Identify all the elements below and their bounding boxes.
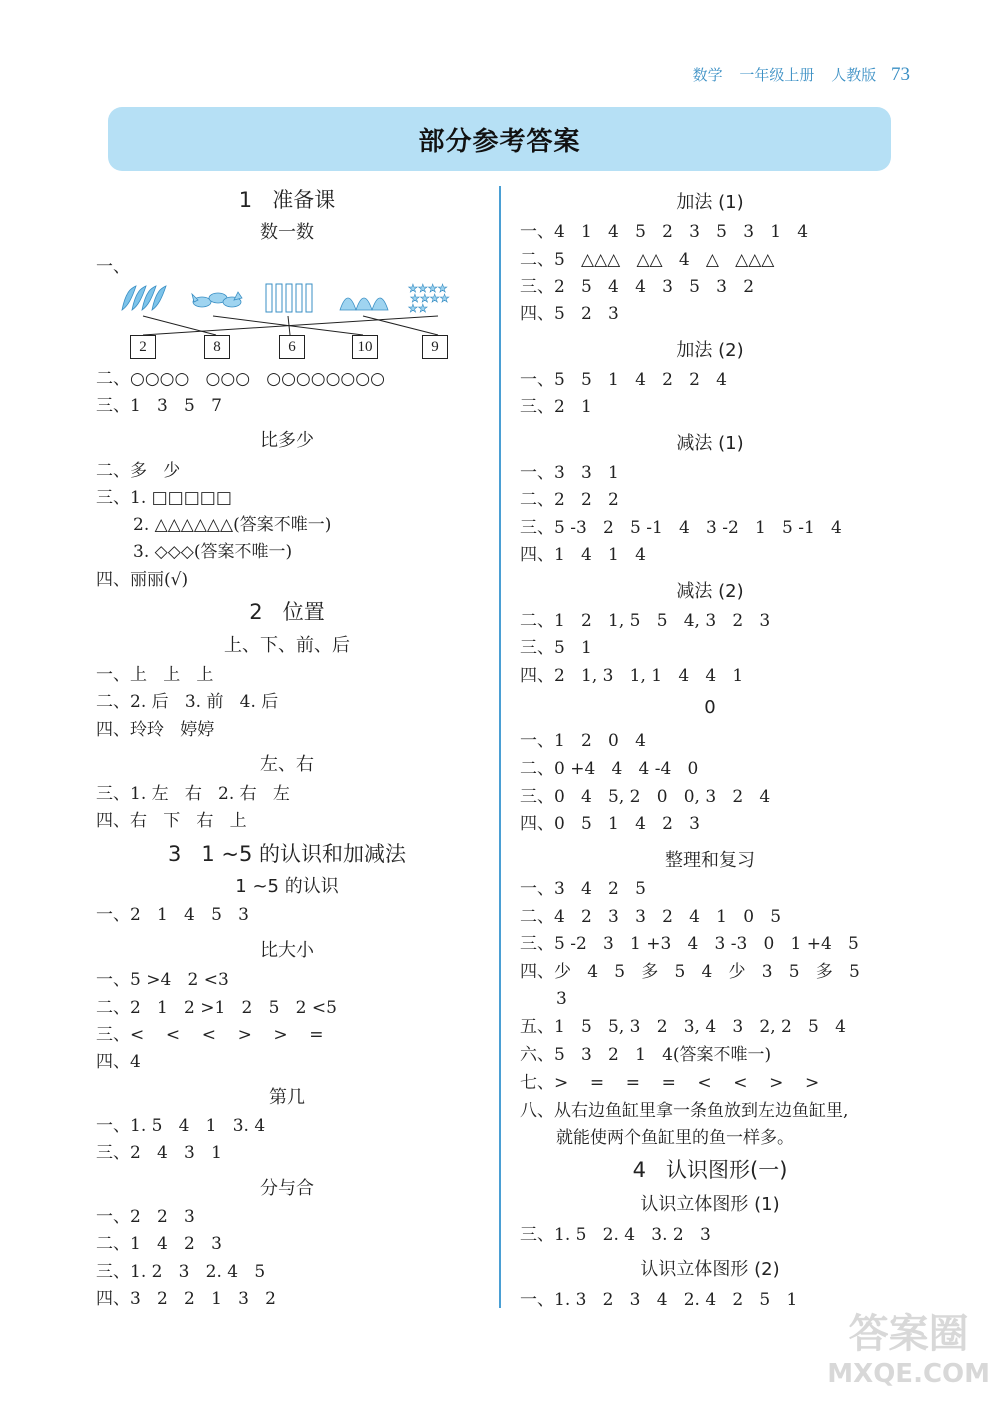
unit-heading: 1 准备课 — [238, 188, 336, 212]
answer-line: 三、0 4 5, 2 0 0, 3 2 4 — [520, 787, 771, 807]
answer-line: 二、0 +4 4 4 -4 0 — [520, 759, 699, 779]
answer-line: 八、从右边鱼缸里拿一条鱼放到左边鱼缸里, — [520, 1101, 849, 1121]
page-title-banner — [108, 107, 891, 171]
answer-line: 一、5 >4 2 <3 — [96, 970, 229, 990]
answer-line: 一、2 1 4 5 3 — [96, 905, 249, 925]
answer-line: 一、3 3 1 — [520, 463, 619, 483]
svg-text:★★★★: ★★★★ — [410, 292, 450, 305]
section-heading: 0 — [704, 697, 716, 718]
answer-line: 六、5 3 2 1 4(答案不唯一) — [520, 1045, 772, 1065]
bird-icon — [192, 292, 242, 307]
answer-line: 一、3 4 2 5 — [520, 879, 646, 899]
section-heading: 比多少 — [260, 430, 314, 451]
answer-line: 三、5 -2 3 1 +3 4 3 -3 0 1 +4 5 — [520, 934, 859, 954]
number-box: 10 — [352, 335, 378, 359]
answer-line: 四、少 4 5 多 5 4 少 3 5 多 5 — [520, 962, 860, 982]
answer-line: 四、4 — [96, 1052, 141, 1072]
section-heading: 数一数 — [260, 222, 314, 243]
answer-line: 四、玲玲 婷婷 — [96, 720, 215, 740]
unit-heading: 2 位置 — [249, 600, 325, 624]
svg-text:★★: ★★ — [408, 302, 428, 315]
answer-line: 四、3 2 2 1 3 2 — [96, 1289, 276, 1309]
column-divider — [499, 186, 501, 1308]
answer-line: 3 — [556, 989, 567, 1009]
answer-line: 一、上 上 上 — [96, 665, 214, 685]
number-box: 6 — [279, 335, 305, 359]
section-heading: 左、右 — [260, 754, 314, 775]
section-heading: 减法 (2) — [676, 581, 744, 602]
number-box: 9 — [422, 335, 448, 359]
section-heading: 减法 (1) — [676, 433, 744, 454]
answer-line: 四、右 下 右 上 — [96, 811, 247, 831]
svg-text:★★★★: ★★★★ — [408, 282, 448, 295]
answer-line: 二、多 少 — [96, 461, 181, 481]
header-subject: 数学 — [692, 66, 723, 84]
answer-line: 四、丽丽(√) — [96, 570, 189, 590]
answer-line: 三、1. □□□□□ — [96, 488, 232, 508]
answer-line: 三、1. 2 3 2. 4 5 — [96, 1262, 266, 1282]
answer-line: 四、0 5 1 4 2 3 — [520, 814, 700, 834]
answer-line: 四、1 4 1 4 — [520, 545, 646, 565]
answer-line: 二、2 2 2 — [520, 490, 619, 510]
answer-line: 一、1 2 0 4 — [520, 731, 646, 751]
answer-line: 就能使两个鱼缸里的鱼一样多。 — [556, 1128, 794, 1148]
answer-line: 三、5 1 — [520, 638, 592, 658]
number-box: 8 — [204, 335, 230, 359]
answer-line: 一、 — [96, 257, 130, 277]
section-heading: 第几 — [269, 1087, 305, 1108]
star-icon — [408, 282, 450, 315]
unit-heading: 4 认识图形(一) — [632, 1158, 788, 1182]
answer-line: 二、1 2 1, 5 5 4, 3 2 3 — [520, 611, 771, 631]
watermark-logo — [827, 1302, 990, 1389]
pencil-icon — [266, 284, 312, 312]
answer-line: 一、2 2 3 — [96, 1207, 195, 1227]
answer-line: 三、2 4 3 1 — [96, 1143, 222, 1163]
section-heading: 上、下、前、后 — [224, 635, 350, 656]
answer-line: 二、1 4 2 3 — [96, 1234, 222, 1254]
section-heading: 1 ~5 的认识 — [235, 876, 339, 897]
section-heading: 认识立体图形 (1) — [640, 1194, 780, 1215]
section-heading: 加法 (2) — [676, 340, 744, 361]
answer-line: 三、2 1 — [520, 397, 592, 417]
running-header — [681, 64, 910, 86]
answer-line: 四、5 2 3 — [520, 304, 619, 324]
leaf-icon — [122, 286, 166, 310]
page-title: 部分参考答案 — [418, 126, 581, 157]
answer-line: 二、4 2 3 3 2 4 1 0 5 — [520, 907, 782, 927]
section-heading: 整理和复习 — [665, 850, 755, 871]
matching-lines — [143, 316, 438, 335]
section-heading: 认识立体图形 (2) — [640, 1259, 780, 1280]
answer-line: 七、> = = = < < > > — [520, 1073, 820, 1093]
answer-line: 二、○○○○ ○○○ ○○○○○○○○ — [96, 369, 385, 389]
answer-line: 三、< < < > > = — [96, 1025, 324, 1045]
header-grade: 一年级上册 — [739, 66, 815, 84]
answer-line: 四、2 1, 3 1, 1 4 4 1 — [520, 666, 744, 686]
section-heading: 加法 (1) — [676, 192, 744, 213]
answer-line: 2. △△△△△△(答案不唯一) — [133, 515, 332, 535]
answer-line: 三、1. 左 右 2. 右 左 — [96, 784, 290, 804]
page-number: 73 — [891, 64, 910, 85]
header-edition: 人教版 — [831, 66, 877, 84]
answer-line: 二、2. 后 3. 前 4. 后 — [96, 692, 279, 712]
section-heading: 比大小 — [260, 940, 314, 961]
answer-line: 三、2 5 4 4 3 5 3 2 — [520, 277, 755, 297]
answer-line: 三、1 3 5 7 — [96, 396, 222, 416]
unit-heading: 3 1 ~5 的认识和加减法 — [167, 842, 407, 866]
answer-line: 五、1 5 5, 3 2 3, 4 3 2, 2 5 4 — [520, 1017, 846, 1037]
answer-line: 一、5 5 1 4 2 2 4 — [520, 370, 727, 390]
section-heading: 分与合 — [260, 1178, 314, 1199]
answer-line: 二、5 △△△ △△ 4 △ △△△ — [520, 250, 775, 270]
watermark-bottom: MXQE.COM — [827, 1359, 990, 1389]
answer-line: 三、5 -3 2 5 -1 4 3 -2 1 5 -1 4 — [520, 518, 842, 538]
number-box: 2 — [130, 335, 156, 359]
watermark-top: 答案圈 — [848, 1311, 969, 1357]
answer-line: 三、1. 5 2. 4 3. 2 3 — [520, 1225, 711, 1245]
answer-line: 一、1. 5 4 1 3. 4 — [96, 1116, 266, 1136]
answer-line: 一、1. 3 2 3 4 2. 4 2 5 1 — [520, 1290, 798, 1310]
shell-icon — [340, 298, 388, 310]
answer-line: 一、4 1 4 5 2 3 5 3 1 4 — [520, 222, 809, 242]
answer-line: 二、2 1 2 >1 2 5 2 <5 — [96, 998, 337, 1018]
answer-line: 3. ◇◇◇(答案不唯一) — [133, 542, 293, 562]
